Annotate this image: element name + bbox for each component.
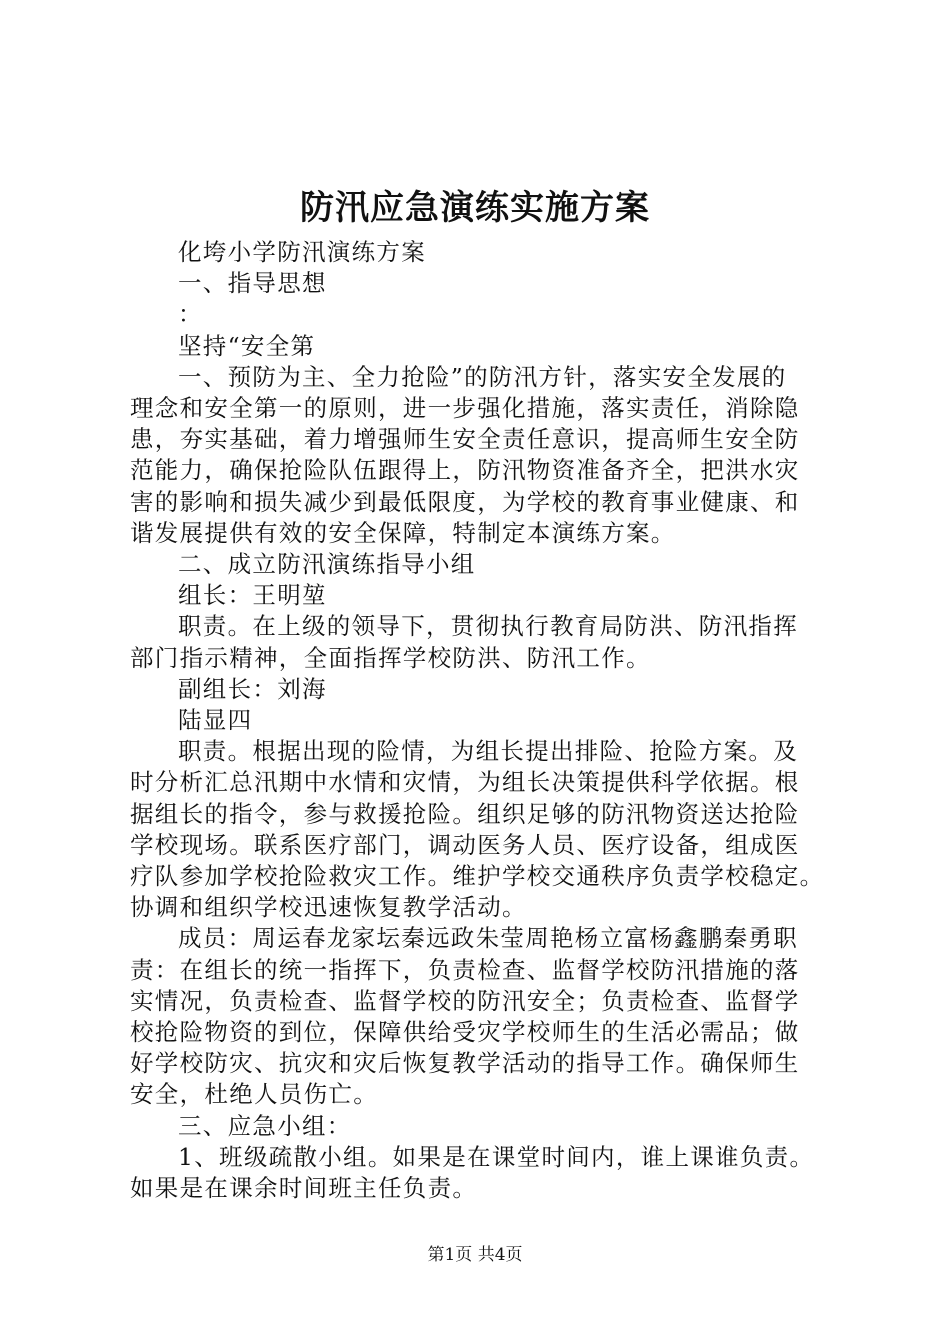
- paragraph-line: 化垮小学防汛演练方案: [178, 238, 426, 266]
- paragraph-line: 部门指示精神，全面指挥学校防洪、防汛工作。: [130, 643, 651, 672]
- paragraph-line: 如果是在课余时间班主任负责。: [130, 1174, 478, 1203]
- paragraph: [130, 705, 834, 736]
- paragraph: [130, 268, 834, 299]
- paragraph-line: 职责。根据出现的险情，为组长提出排险、抢险方案。及: [178, 737, 798, 766]
- paragraph-line: 据组长的指令，参与救援抢险。组织足够的防汛物资送达抢险: [130, 799, 800, 828]
- paragraph-line: 1、班级疏散小组。如果是在课堂时间内，谁上课谁负责。: [178, 1142, 815, 1171]
- paragraph: [130, 1142, 834, 1204]
- page-footer: 第1页 共4页: [427, 1245, 523, 1265]
- paragraph: [130, 331, 834, 362]
- document-title: 防汛应急演练实施方案: [300, 188, 650, 228]
- paragraph: [130, 923, 834, 1110]
- paragraph: [130, 580, 834, 611]
- paragraph-line: 理念和安全第一的原则，进一步强化措施，落实责任，消除隐: [130, 394, 800, 423]
- paragraph-line: 一、预防为主、全力抢险”的防汛方针，落实安全发展的: [178, 362, 787, 391]
- paragraph-line: 疗队参加学校抢险救灾工作。维护学校交通秩序负责学校稳定。: [130, 862, 825, 891]
- paragraph: [130, 362, 834, 549]
- paragraph-line: 职责。在上级的领导下，贯彻执行教育局防洪、防汛指挥: [178, 612, 798, 641]
- paragraph-line: 实情况，负责检查、监督学校的防汛安全；负责检查、监督学: [130, 986, 800, 1015]
- paragraph-line: 学校现场。联系医疗部门，调动医务人员、医疗设备，组成医: [130, 830, 800, 859]
- paragraph-line: 二、成立防汛演练指导小组: [178, 550, 476, 579]
- paragraph-line: 患，夯实基础，着力增强师生安全责任意识，提高师生安全防: [130, 425, 800, 454]
- paragraph-line: 一、指导思想: [178, 269, 327, 298]
- paragraph: [130, 1111, 834, 1142]
- paragraph-line: 协调和组织学校迅速恢复教学活动。: [130, 893, 527, 922]
- paragraph-line: 陆显四: [178, 706, 253, 735]
- paragraph-line: 坚持“安全第: [178, 331, 316, 360]
- paragraph-line: 三、应急小组：: [178, 1111, 352, 1140]
- paragraph-line: 安全，杜绝人员伤亡。: [130, 1080, 378, 1109]
- paragraph-line: 范能力，确保抢险队伍跟得上，防汛物资准备齐全，把洪水灾: [130, 456, 800, 485]
- paragraph-line: 成员：周运春龙家坛秦远政朱莹周艳杨立富杨鑫鹏秦勇职: [178, 924, 798, 953]
- paragraph-line: 好学校防灾、抗灾和灾后恢复教学活动的指导工作。确保师生: [130, 1049, 800, 1078]
- paragraph: [130, 299, 834, 330]
- paragraph-line: 组长：王明堃: [178, 581, 327, 610]
- document-body: [130, 237, 834, 1204]
- paragraph-line: 谐发展提供有效的安全保障，特制定本演练方案。: [130, 518, 676, 547]
- paragraph-line: 副组长：刘海: [178, 674, 327, 703]
- paragraph-line: ：: [178, 300, 203, 329]
- paragraph-line: 害的影响和损失减少到最低限度，为学校的教育事业健康、和: [130, 487, 800, 516]
- paragraph-line: 时分析汇总汛期中水情和灾情，为组长决策提供科学依据。根: [130, 768, 800, 797]
- paragraph: [130, 237, 834, 268]
- paragraph: [130, 549, 834, 580]
- paragraph-line: 校抢险物资的到位，保障供给受灾学校师生的生活必需品；做: [130, 1018, 800, 1047]
- paragraph: [130, 611, 834, 673]
- paragraph-line: 责：在组长的统一指挥下，负责检查、监督学校防汛措施的落: [130, 955, 800, 984]
- paragraph: [130, 736, 834, 923]
- paragraph: [130, 674, 834, 705]
